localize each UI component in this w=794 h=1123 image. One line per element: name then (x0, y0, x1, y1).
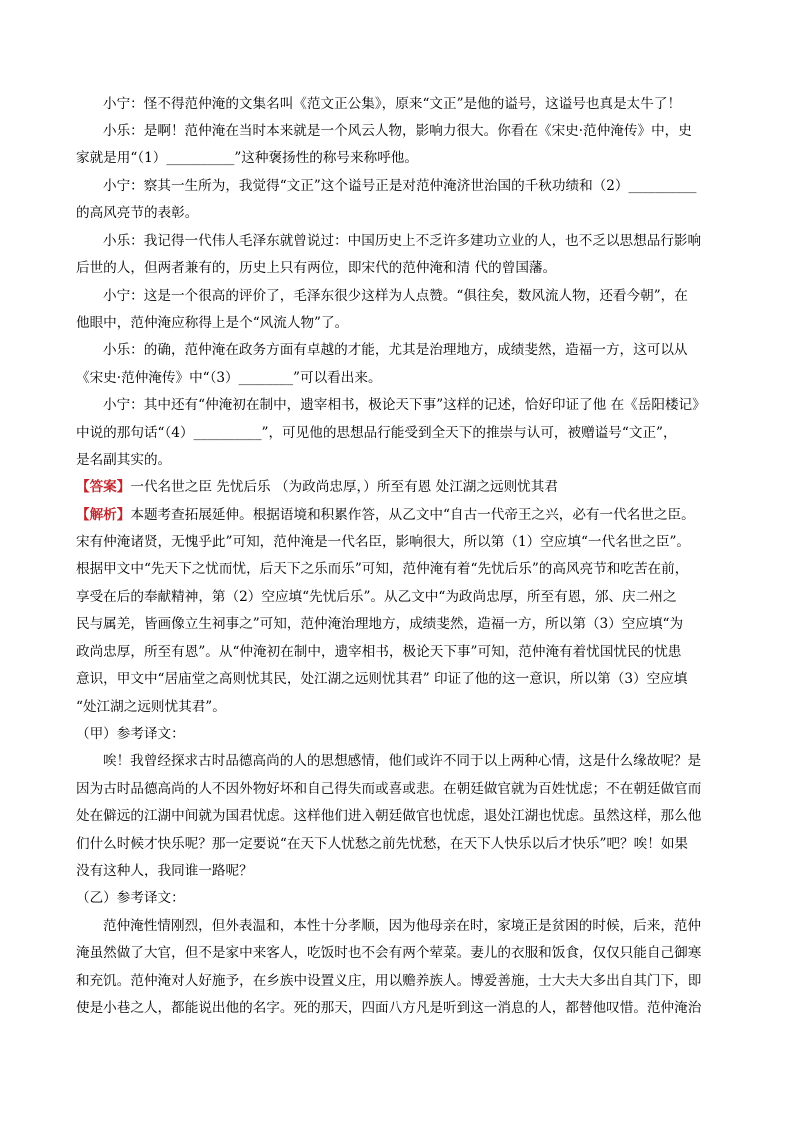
translation-a-line-2: 因为古时品德高尚的人不因外物好坏和自己得失而或喜或悲。在朝廷做官就为百姓忧虑；不在朝廷做官而 (76, 781, 702, 797)
translation-a-line-4: 们什么时候才快乐呢？那一定要说“在天下人忧愁之前先忧愁，在天下人快乐以后才快乐”吧？唉！如果 (76, 836, 689, 852)
translation-a-line-5: 没有这种人，我同谁一路呢？ (76, 863, 253, 879)
dialogue-line-13: 中说的那句话“（4）__________”，可见他的思想品行能受到全天下的推崇与认可，被赠谥号“文正”， (76, 425, 677, 441)
translation-a-heading: （甲）参考译文： (76, 726, 185, 742)
translation-b-line-1: 范仲淹性情刚烈，但外表温和，本性十分孝顺，因为他母亲在时，家境正是贫困的时候，后来，范仲 (103, 918, 702, 934)
analysis-line-7: 意识，甲文中“居庙堂之高则忧其民，处江湖之远则忧其君” 印证了他的这一意识，所以第（3）空应填 (76, 671, 688, 687)
dialogue-line-14: 是名副其实的。 (76, 452, 172, 468)
dialogue-line-2: 小乐：是啊！范仲淹在当时本来就是一个风云人物，影响力很大。你看在《宋史·范仲淹传》中，史 (103, 123, 692, 139)
analysis-line-8: “处江湖之远则忧其君”。 (76, 699, 226, 715)
dialogue-line-4: 小宁：察其一生所为，我觉得“文正”这个谥号正是对范仲淹济世治国的千秋功绩和（2）__________ (103, 178, 697, 194)
dialogue-line-1: 小宁：怪不得范仲淹的文集名叫《范文正公集》，原来“文正”是他的谥号，这谥号也真是太牛了！ (103, 96, 682, 112)
dialogue-line-3: 家就是用“（1）__________”这种褒扬性的称号来称呼他。 (76, 150, 418, 166)
translation-b-line-2: 淹虽然做了大官，但不是家中来客人，吃饭时也不会有两个荤菜。妻儿的衣服和饭食，仅仅只能自己御寒 (76, 945, 702, 961)
section-marker: 【解析】 (76, 507, 131, 523)
translation-b-heading: （乙）参考译文： (76, 890, 185, 906)
analysis-line-6: 政尚忠厚，所至有恩”。从“仲淹初在制中，遗宰相书，极论天下事”可知，范仲淹有着忧国忧民的忧患 (76, 644, 682, 660)
analysis-line-4: 享受在后的奉献精神，第（2）空应填“先忧后乐”。从乙文中“为政尚忠厚，所至有恩，邠、庆二州之 (76, 589, 677, 605)
analysis-line-2: 宋有仲淹诸贤，无愧乎此”可知，范仲淹是一代名臣，影响很大，所以第（1）空应填“一代名世之臣”。 (76, 534, 691, 550)
dialogue-line-9: 他眼中，范仲淹应称得上是个“风流人物”了。 (76, 315, 349, 331)
analysis-line-3: 根据甲文中“先天下之忧而忧，后天下之乐而乐”可知，范仲淹有着“先忧后乐”的高风亮节和吃苦在前， (76, 561, 689, 577)
dialogue-line-5: 的高风亮节的表彰。 (76, 205, 199, 221)
dialogue-line-12: 小宁：其中还有“仲淹初在制中，遗宰相书，极论天下事”这样的记述，恰好印证了他 在《岳阳楼记》 (103, 397, 706, 413)
answer-line: 【答案】一代名世之臣 先忧后乐 （为政尚忠厚，）所至有恩 处江湖之远则忧其君 (76, 479, 558, 495)
translation-b-line-4: 使是小巷之人，都能说出他的名字。死的那天，四面八方凡是听到这一消息的人，都替他叹惜。范仲淹治 (76, 1000, 702, 1016)
dialogue-line-8: 小宁：这是一个很高的评价了，毛泽东很少这样为人点赞。“俱往矣，数风流人物，还看今朝”，在 (103, 288, 688, 304)
analysis-line-5: 民与属羌，皆画像立生祠事之”可知，范仲淹治理地方，成绩斐然，造福一方，所以第（3）空应填“为 (76, 616, 684, 632)
translation-b-line-3: 和充饥。范仲淹对人好施予，在乡族中设置义庄，用以赡养族人。博爱善施，士大夫大多出自其门下，即 (76, 973, 702, 989)
analysis-line-1: 【解析】本题考查拓展延伸。根据语境和积累作答，从乙文中“自古一代帝王之兴，必有一代名世之臣。 (76, 507, 695, 523)
translation-a-line-1: 唉！我曾经探求古时品德高尚的人的思想感情，他们或许不同于以上两种心情，这是什么缘故呢？是 (103, 753, 702, 769)
section-marker: 【答案】 (76, 479, 131, 495)
translation-a-line-3: 处在僻远的江湖中间就为国君忧虑。这样他们进入朝廷做官也忧虑，退处江湖也忧虑。虽然这样，那么他 (76, 808, 702, 824)
dialogue-line-7: 后世的人，但两者兼有的，历史上只有两位，即宋代的范仲淹和清 代的曾国藩。 (76, 260, 557, 276)
dialogue-line-10: 小乐：的确，范仲淹在政务方面有卓越的才能，尤其是治理地方，成绩斐然，造福一方，这可以从 (103, 342, 688, 358)
dialogue-line-6: 小乐：我记得一代伟人毛泽东就曾说过：中国历史上不乏许多建功立业的人，也不乏以思想品行影响 (103, 233, 702, 249)
dialogue-line-11: 《宋史·范仲淹传》中“（3）________”可以看出来。 (76, 370, 382, 386)
